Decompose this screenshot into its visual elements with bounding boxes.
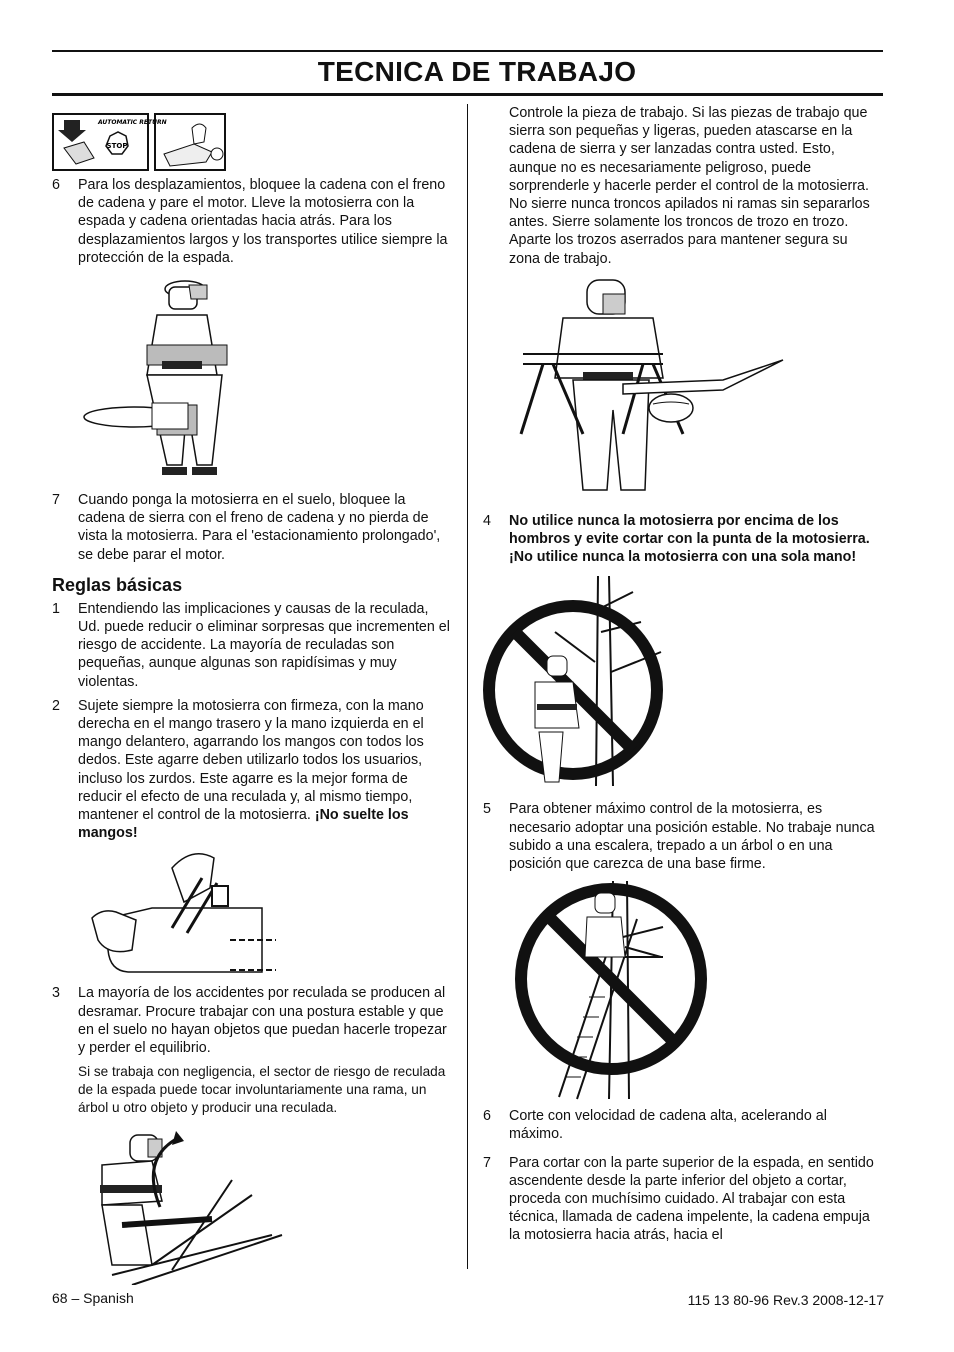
no-overhead-cutting-figure: [483, 572, 881, 794]
grip-handles-figure: [52, 848, 452, 980]
item-text: Corte con velocidad de cadena alta, acelerando al máximo.: [509, 1108, 827, 1143]
column-divider: [467, 104, 468, 1269]
left-column: [52, 104, 452, 1285]
item-number: 4: [483, 512, 491, 529]
item-number: 7: [52, 492, 60, 509]
item-6: [52, 176, 452, 267]
rule-4: [483, 512, 881, 567]
stop-sign-label: STOP: [106, 142, 128, 150]
item-number: 3: [52, 985, 60, 1002]
item-text: Para cortar con la parte superior de la espada, en sentido ascendente desde la parte inferior del objeto a cortar, proceda con muchísimo cuidado. Al trabajar con esta técnica, llamada de cadena impelente, la cadena empuja la motosierra hacia atrás, hacia el: [509, 1154, 874, 1244]
rule-3: [52, 984, 452, 1057]
item-text: Cuando ponga la motosierra en el suelo, bloquee la cadena de sierra con el freno de cadena y no pierda de vista la motosierra. Para el 'estacionamiento prolongado', se debe parar el motor.: [78, 492, 441, 563]
automatic-return-label: AUTOMATIC RETURN: [98, 119, 167, 126]
rule-7: [483, 1154, 881, 1245]
intro-paragraph: [483, 104, 881, 268]
right-column: [483, 104, 881, 1245]
item-number: 7: [483, 1154, 491, 1171]
item-number: 1: [52, 600, 60, 617]
top-rule: [52, 50, 883, 52]
item-text: No utilice nunca la motosierra por encima de los hombros y evite cortar con la punta de la motosierra. ¡No utilice nunca la motosierra con una sola mano!: [509, 512, 870, 566]
item-number: 5: [483, 801, 491, 818]
item-text: Para los desplazamientos, bloquee la cadena con el freno de cadena y pare el motor. Lleve la motosierra con la espada y cadena orientadas hacia atrás. Para los desplazamientos largos y los transportes utilice siempre la protección de la espada.: [78, 177, 448, 266]
limbing-kickback-figure: [52, 1125, 452, 1285]
page-number: 68 – Spanish: [52, 1290, 134, 1306]
item-text: Entendiendo las implicaciones y causas de la reculada, Ud. puede reducir o eliminar sorpresas que incrementen el riesgo de accidente. La mayoría de reculadas son pequeñas, aunque algunas son rapidísimas y muy violentas.: [78, 600, 450, 690]
rule-3-note: [52, 1063, 452, 1117]
rule-2: [52, 697, 452, 843]
item-text: La mayoría de los accidentes por reculada se producen al desramar. Procure trabajar con una postura estable y que en el suelo no hayan objetos que puedan hacerle tropezar y perder el equilibrio.: [78, 985, 447, 1057]
item-number: 6: [52, 177, 60, 193]
item-text: Sujete siempre la motosierra con firmeza, con la mano derecha en el mango trasero y la mano izquierda en el mango delantero, agarrando los mangos con todos los dedos. Este agarre deben utilizarlo todos los usuarios, incluso los zurdos. Este agarre es la mejor forma de reducir el efecto de una reculada y, al mismo tiempo, mantener el control de la motosierra.: [78, 697, 424, 824]
item-7: [52, 491, 452, 564]
item-text: Para obtener máximo control de la motosierra, es necesario adoptar una posición estable. No trabaje nunca subido a una escalera, trepado a un árbol o en una posición que carezca de una base firme.: [509, 801, 875, 873]
sawhorse-cutting-figure: [483, 274, 881, 506]
section-heading: Reglas básicas: [52, 574, 183, 595]
document-id: 115 13 80-96 Rev.3 2008-12-17: [687, 1292, 884, 1308]
item-number: 6: [483, 1108, 491, 1125]
page-title: TECNICA DE TRABAJO: [317, 56, 637, 87]
carrying-chainsaw-figure: [52, 275, 452, 485]
item-number: 2: [52, 697, 60, 714]
item-note: Si se trabaja con negligencia, el sector de riesgo de reculada de la espada puede tocar involuntariamente una rama, un árbol u otro objeto y producir una reculada.: [78, 1064, 446, 1116]
item-bold-text: ¡No suelte los mangos!: [78, 807, 409, 842]
rule-6: [483, 1107, 881, 1143]
chain-brake-icons-figure: [52, 104, 232, 172]
item-text: Controle la pieza de trabajo. Si las piezas de trabajo que sierra son pequeñas y ligeras, pueden atascarse en la cadena de sierra y ser lanzadas contra usted. Esto, aunque no es necesariamente peligroso, puede sorprenderle y hacerle perder el control de la motosierra. No sierre nunca troncos apilados ni ramas sin separarlos antes. Sierre solamente los troncos de trozo en trozo. Aparte los trozos aserrados para mantener segura su zona de trabajo.: [509, 105, 870, 267]
rule-5: [483, 800, 881, 873]
no-ladder-cutting-figure: [483, 877, 881, 1101]
rule-1: [52, 600, 452, 691]
title-underline: [52, 93, 883, 96]
